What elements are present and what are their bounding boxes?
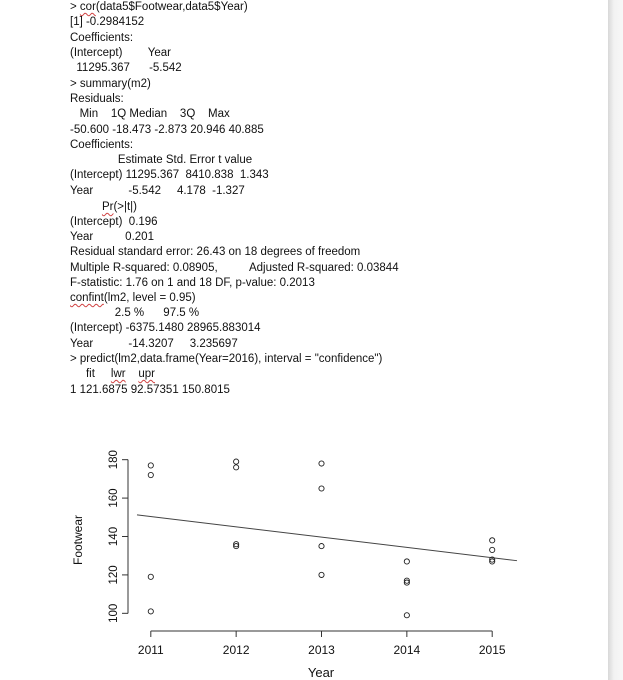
console-line (70, 107, 230, 121)
plot-axes (122, 460, 492, 637)
console-text: F-statistic: 1.76 on 1 and 18 DF, p-value: 0.2013 (70, 277, 315, 289)
console-text (126, 368, 139, 380)
spellcheck-word: upr (138, 368, 156, 380)
console-text: 11295.367 -5.542 (70, 62, 182, 74)
console-text: Year -14.3207 3.235697 (70, 338, 238, 350)
console-line (70, 306, 199, 320)
y-tick-label: 180 (108, 450, 120, 470)
regression-line (137, 515, 517, 561)
console-text: Residuals: (70, 93, 124, 105)
console-line (70, 184, 245, 198)
console-line (70, 337, 238, 351)
x-tick-label: 2013 (308, 643, 335, 657)
console-text: Min 1Q Median 3Q Max (70, 108, 230, 120)
console-line (70, 46, 171, 60)
console-line (70, 276, 315, 290)
console-line (70, 291, 196, 305)
console-line (70, 367, 155, 381)
console-line (70, 352, 382, 366)
console-text: (lm2, level = 0.95) (103, 292, 196, 304)
console-text: (Intercept) Year (70, 47, 171, 59)
console-text: Year -5.542 4.178 -1.327 (70, 185, 245, 197)
console-text: Coefficients: (70, 32, 134, 44)
console-text: > predict(lm2,data.frame(Year=2016), interval = "confidence") (70, 353, 383, 365)
page-edge-shadow (608, 0, 623, 680)
console-line (70, 153, 252, 167)
data-point (148, 463, 153, 468)
console-text: 1 121.6875 92.57351 150.8015 (70, 384, 230, 396)
console-text: [1] -0.2984152 (70, 16, 145, 28)
console-text: Multiple R-squared: 0.08905, Adjusted R-squared: 0.03844 (70, 262, 399, 274)
console-text: > (70, 1, 80, 13)
console-text: Year 0.201 (70, 231, 154, 243)
console-line (70, 92, 124, 106)
console-text: (Intercept) 11295.367 8410.838 1.343 (70, 169, 269, 181)
y-tick-label: 120 (108, 565, 120, 585)
console-line (70, 123, 264, 137)
data-point (148, 472, 153, 477)
console-line (70, 245, 360, 259)
data-point (234, 459, 239, 464)
console-text: Estimate Std. Error t value (70, 154, 253, 166)
console-text: fit (70, 368, 111, 380)
data-point (404, 559, 409, 564)
data-point (148, 609, 153, 614)
data-point (490, 547, 495, 552)
console-text: (Intercept) -6375.1480 28965.883014 (70, 322, 261, 334)
x-tick-label: 2014 (393, 643, 421, 657)
console-line (70, 200, 137, 214)
console-text: > summary(m2) (70, 78, 151, 90)
data-point (490, 538, 495, 543)
spellcheck-word: Pr (101, 201, 114, 213)
scatter-plot (60, 430, 530, 680)
console-line (70, 77, 151, 91)
data-point (319, 461, 324, 466)
x-tick-label: 2012 (222, 643, 250, 657)
console-text: 2.5 % 97.5 % (70, 307, 200, 319)
console-line (70, 168, 269, 182)
regression-line-group (137, 515, 517, 561)
y-tick-label: 100 (108, 603, 120, 623)
console-text: Coefficients: (70, 139, 134, 151)
console-text (70, 201, 102, 213)
console-line (70, 261, 399, 275)
y-tick-label: 140 (108, 526, 120, 547)
console-line (70, 31, 133, 45)
spellcheck-word: lwr (110, 368, 126, 380)
console-text: Residual standard error: 26.43 on 18 degrees of freedom (70, 246, 361, 258)
console-line (70, 138, 133, 152)
x-axis-label: Year (307, 665, 335, 680)
data-points (148, 459, 495, 618)
spellcheck-word: confint (70, 292, 104, 304)
data-point (319, 486, 324, 491)
console-text: -50.600 -18.473 -2.873 20.946 40.885 (70, 124, 264, 136)
console-line (70, 383, 230, 397)
console-text: (data5$Footwear,data5$Year) (95, 1, 248, 13)
y-axis-label: Footwear (71, 514, 85, 566)
tick-labels (108, 450, 506, 657)
data-point (319, 572, 324, 577)
data-point (404, 613, 409, 618)
x-tick-label: 2015 (478, 643, 506, 657)
console-text: (>|t|) (113, 201, 137, 213)
console-line (70, 215, 158, 229)
console-line (70, 0, 248, 14)
console-line (70, 321, 261, 335)
data-point (148, 574, 153, 579)
y-tick-label: 160 (108, 488, 120, 508)
x-tick-label: 2011 (137, 643, 164, 657)
console-text: (Intercept) 0.196 (70, 216, 158, 228)
console-line (70, 15, 144, 29)
console-line (70, 61, 182, 75)
data-point (319, 544, 324, 549)
data-point (234, 465, 239, 470)
spellcheck-word: cor (79, 1, 96, 13)
console-line (70, 230, 154, 244)
